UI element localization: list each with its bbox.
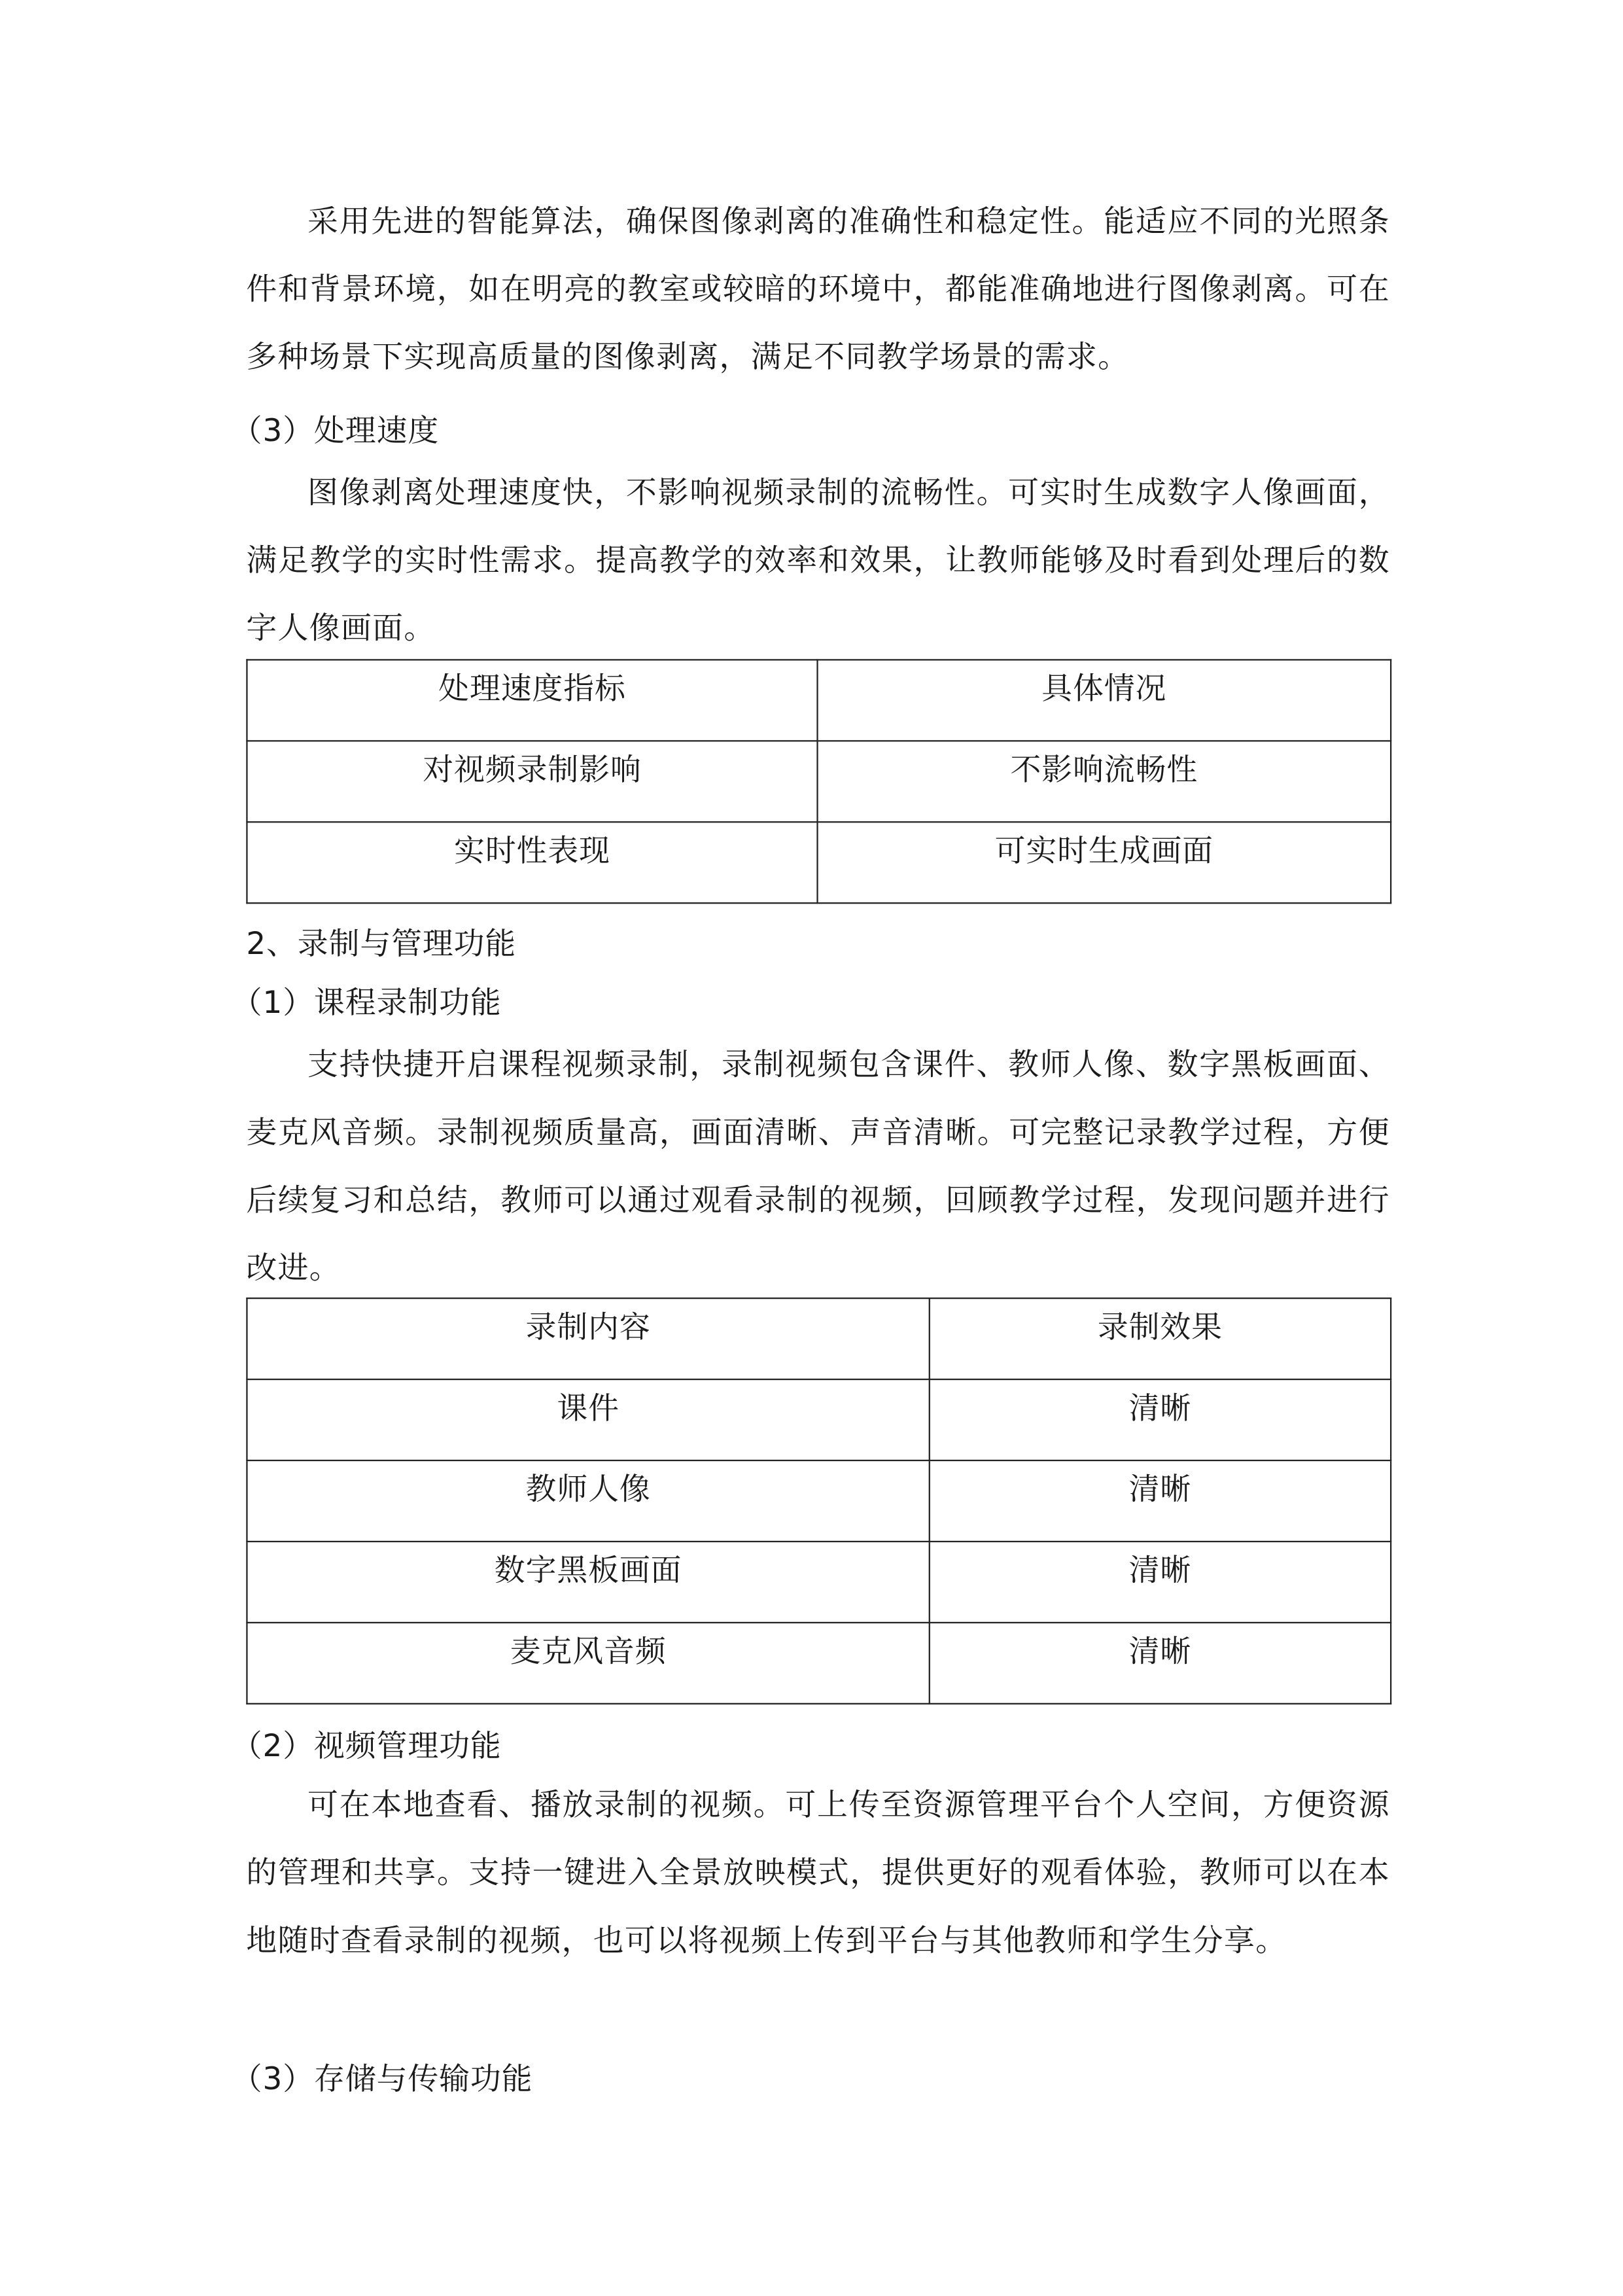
- heading-course-recording: （1）课程录制功能: [231, 985, 502, 1021]
- table-header-cell: 具体情况: [818, 660, 1391, 741]
- table-header-row: [247, 660, 1391, 741]
- table-cell: 清晰: [930, 1460, 1391, 1542]
- table-header-row: [247, 1298, 1391, 1379]
- paragraph-accuracy: 采用先进的智能算法，确保图像剥离的准确性和稳定性。能适应不同的光照条件和背景环境，如在明亮的教室或较暗的环境中，都能准确地进行图像剥离。可在多种场景下实现高质量的图像剥离，满足不同教学场景的需求。: [246, 203, 1390, 375]
- recording-content-table: [246, 1298, 1391, 1704]
- processing-speed-table: [246, 659, 1391, 904]
- table-cell: 可实时生成画面: [818, 822, 1391, 903]
- paragraph-course-recording: 支持快捷开启课程视频录制，录制视频包含课件、教师人像、数字黑板画面、麦克风音频。录制视频质量高，画面清晰、声音清晰。可完整记录教学过程，方便后续复习和总结，教师可以通过观看录制的视频，回顾教学过程，发现问题并进行改进。: [246, 1046, 1390, 1286]
- table-row: [247, 1460, 1391, 1542]
- table-cell: 数字黑板画面: [247, 1542, 929, 1623]
- table-row: [247, 1379, 1391, 1460]
- table-cell: 对视频录制影响: [247, 741, 817, 822]
- table-cell: 清晰: [930, 1623, 1391, 1704]
- table-row: [247, 1542, 1391, 1623]
- heading-processing-speed: （3）处理速度: [231, 412, 440, 449]
- table-cell: 清晰: [930, 1542, 1391, 1623]
- table-header-cell: 录制内容: [247, 1298, 929, 1379]
- table-row: [247, 822, 1391, 903]
- table-header-cell: 录制效果: [930, 1298, 1391, 1379]
- paragraph-processing-speed: 图像剥离处理速度快，不影响视频录制的流畅性。可实时生成数字人像画面，满足教学的实时性需求。提高教学的效率和效果，让教师能够及时看到处理后的数字人像画面。: [246, 474, 1390, 646]
- table-row: [247, 1623, 1391, 1704]
- table-cell: 麦克风音频: [247, 1623, 929, 1704]
- table-row: [247, 741, 1391, 822]
- heading-recording-management: 2、录制与管理功能: [246, 926, 517, 962]
- table-cell: 教师人像: [247, 1460, 929, 1542]
- table-cell: 实时性表现: [247, 822, 817, 903]
- table-cell: 不影响流畅性: [818, 741, 1391, 822]
- heading-storage-transfer: （3）存储与传输功能: [231, 2061, 533, 2097]
- table-cell: 课件: [247, 1379, 929, 1460]
- table-cell: 清晰: [930, 1379, 1391, 1460]
- paragraph-video-management: 可在本地查看、播放录制的视频。可上传至资源管理平台个人空间，方便资源的管理和共享。支持一键进入全景放映模式，提供更好的观看体验，教师可以在本地随时查看录制的视频，也可以将视频上传到平台与其他教师和学生分享。: [246, 1787, 1390, 1958]
- heading-video-management: （2）视频管理功能: [231, 1727, 502, 1764]
- table-header-cell: 处理速度指标: [247, 660, 817, 741]
